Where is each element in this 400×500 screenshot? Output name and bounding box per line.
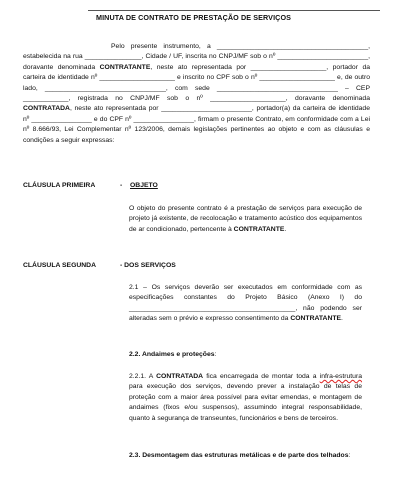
clause2-subtitle: - DOS SERVIÇOS [120,262,176,269]
p21-text: 2.1 – Os serviços deverão ser executados em conformidade com as especificações constantes do Projeto Básico (Anexo I) do ____________________________________________, não podendo ser alteradas sem o prévio e expresso consentimento da [129,284,362,323]
intro-text-3: , neste ato representada por ________________________, portador(a) da carteira de identidade nº ________________ e do CPF nº ________________, firmam o presente Contrato, em conformidade com a Lei nº 8.666/93, Lei Complementar nº 123/2006, demais legislações pertinentes ao objeto e com as cláusulas e condições a seguir expressas: [23,105,370,144]
h23-text: 2.3. Desmontagem das estruturas metálicas e de parte dos telhados [129,452,349,459]
h22-text: 2.2. Andaimes e proteções [129,351,215,358]
intro-text-2: , neste ato representada por ____________________, portador da carteira de identidade nº ____________________ e inscrito no CPF sob o nº ____________________ e, de outro lado, ________________________________, com sede ________________________________ – CEP ____________, registrada no CNPJ/MF sob o nº ____________________, doravante denominada [23,63,371,103]
p21-end: . [341,315,343,323]
document-title: MINUTA DE CONTRATO DE PRESTAÇÃO DE SERVIÇOS [96,13,292,22]
heading-2-3 [129,451,362,461]
clause1-subtitle: OBJETO [130,182,158,189]
intro-paragraph [23,42,370,146]
intro-text-1: Pelo presente instrumento, a ________________________________________, estabelecida na rua _______________, Cidade / UF, inscrita no CNPJ/MF sob o nº ________________________, doravante denominada [23,43,370,71]
clause1-text: O objeto do presente contrato é a prestação de serviços para execução de projeto já existente, de recolocação e tratamento acústico dos equipamentos de ar condicionado, pertencente à [129,205,362,233]
clause1-period: . [284,225,287,233]
clause2-paragraph-2-1 [129,283,362,325]
p221-spellcheck-word: infra-estrutura [319,373,362,380]
p221-c: para execução dos serviços, devendo prever a instalação de telas de proteção com a maior área possível para evitar emendas, e montagem de andaimes (fixos e/ou suspensos), assumindo integral responsabilidade, quanto à segurança de transeuntes, funcionários e bens de terceiros. [129,383,362,422]
intro-contratada: CONTRATADA [23,105,70,113]
heading-2-2 [129,350,362,360]
clause2-paragraph-2-2-1 [129,372,362,424]
clause1-contratante: CONTRATANTE [233,225,285,233]
p221-a: 2.2.1. A [129,373,157,380]
p21-contratante: CONTRATANTE [290,315,342,323]
h23-colon: : [348,452,351,459]
clause1-paragraph [129,204,362,235]
clause2-label: CLÁUSULA SEGUNDA [23,262,97,269]
p221-b: fica encarregada de montar toda a [203,373,320,380]
h22-colon: : [214,351,217,358]
clause1-dash: - [120,182,123,189]
p221-contratada: CONTRATADA [156,373,204,380]
header-rule [88,10,380,11]
intro-contratante: CONTRATANTE [99,63,151,71]
clause1-label: CLÁUSULA PRIMEIRA [23,182,96,189]
